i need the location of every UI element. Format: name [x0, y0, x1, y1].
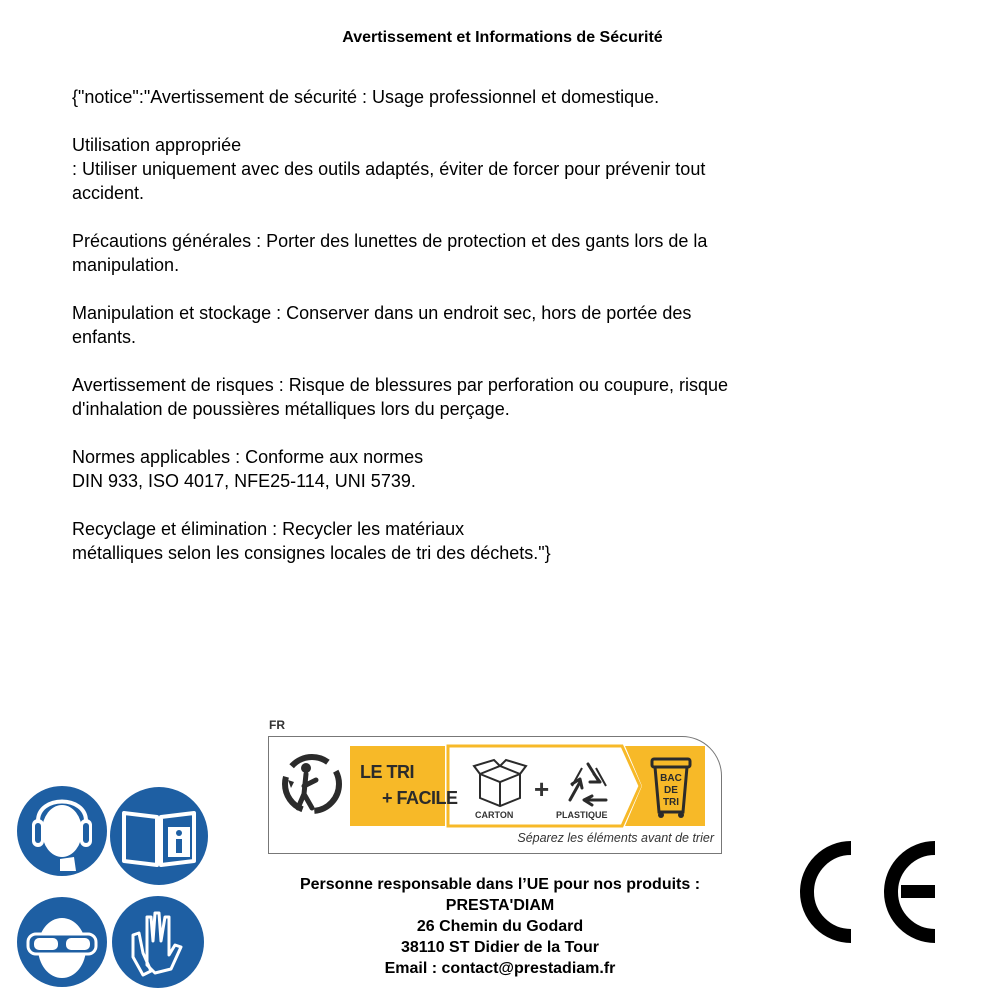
ear-protection-icon — [14, 783, 110, 879]
read-manual-icon — [108, 785, 210, 887]
carton-label: CARTON — [475, 810, 514, 820]
notice-usage: Utilisation appropriée : Utiliser uniquement avec des outils adaptés, éviter de forcer pour prévenir tout accident. — [72, 133, 832, 205]
triman-info-tri — [266, 718, 726, 858]
svg-text:DE: DE — [664, 785, 678, 796]
svg-text:BAC: BAC — [660, 773, 682, 784]
notice-precautions: Précautions générales : Porter des lunettes de protection et des gants lors de la manipulation. — [72, 231, 708, 275]
logo-line2: + FACILE — [382, 788, 458, 808]
usage-heading: Utilisation appropriée — [72, 135, 242, 155]
svg-text:TRI: TRI — [662, 797, 680, 808]
notice-recycling: Recyclage et élimination : Recycler les matériaux métalliques selon les consignes locales de tri des déchets."} — [72, 519, 551, 563]
plastique-label: PLASTIQUE — [556, 810, 608, 820]
country-code: FR — [269, 718, 285, 732]
logo-line1: LE TRI — [360, 762, 414, 782]
notice-risks: Avertissement de risques : Risque de blessures par perforation ou coupure, risque d'inhalation de poussières métalliques lors du perçage. — [72, 375, 729, 419]
notice-storage: Manipulation et stockage : Conserver dans un endroit sec, hors de portée des enfants. — [72, 303, 692, 347]
carton-icon — [472, 758, 528, 808]
tagline: Séparez les éléments avant de trier — [517, 831, 714, 845]
street-address: 26 Chemin du Godard — [416, 918, 584, 935]
city-address: 38110 ST Didier de la Tour — [401, 939, 599, 956]
ce-mark-icon — [797, 840, 941, 944]
notice-norms: Normes applicables : Conforme aux normes DIN 933, ISO 4017, NFE25-114, UNI 5739. — [72, 447, 424, 491]
recycle-icon — [562, 760, 614, 808]
contact-heading: Personne responsable dans l’UE pour nos produits : — [299, 876, 701, 893]
company-name: PRESTA'DIAM — [445, 897, 555, 914]
eye-protection-icon — [14, 894, 110, 990]
notice-intro: {"notice":"Avertissement de sécurité : Usage professionnel et domestique. — [72, 87, 660, 107]
email: Email : contact@prestadiam.fr — [384, 960, 616, 977]
gloves-icon — [111, 895, 205, 989]
safety-notice — [72, 85, 832, 589]
plus-sign: + — [534, 774, 550, 804]
page-title: Avertissement et Informations de Sécurité — [342, 29, 663, 46]
bin-icon — [649, 756, 693, 820]
triman-icon — [276, 746, 348, 822]
responsible-person — [250, 874, 750, 979]
